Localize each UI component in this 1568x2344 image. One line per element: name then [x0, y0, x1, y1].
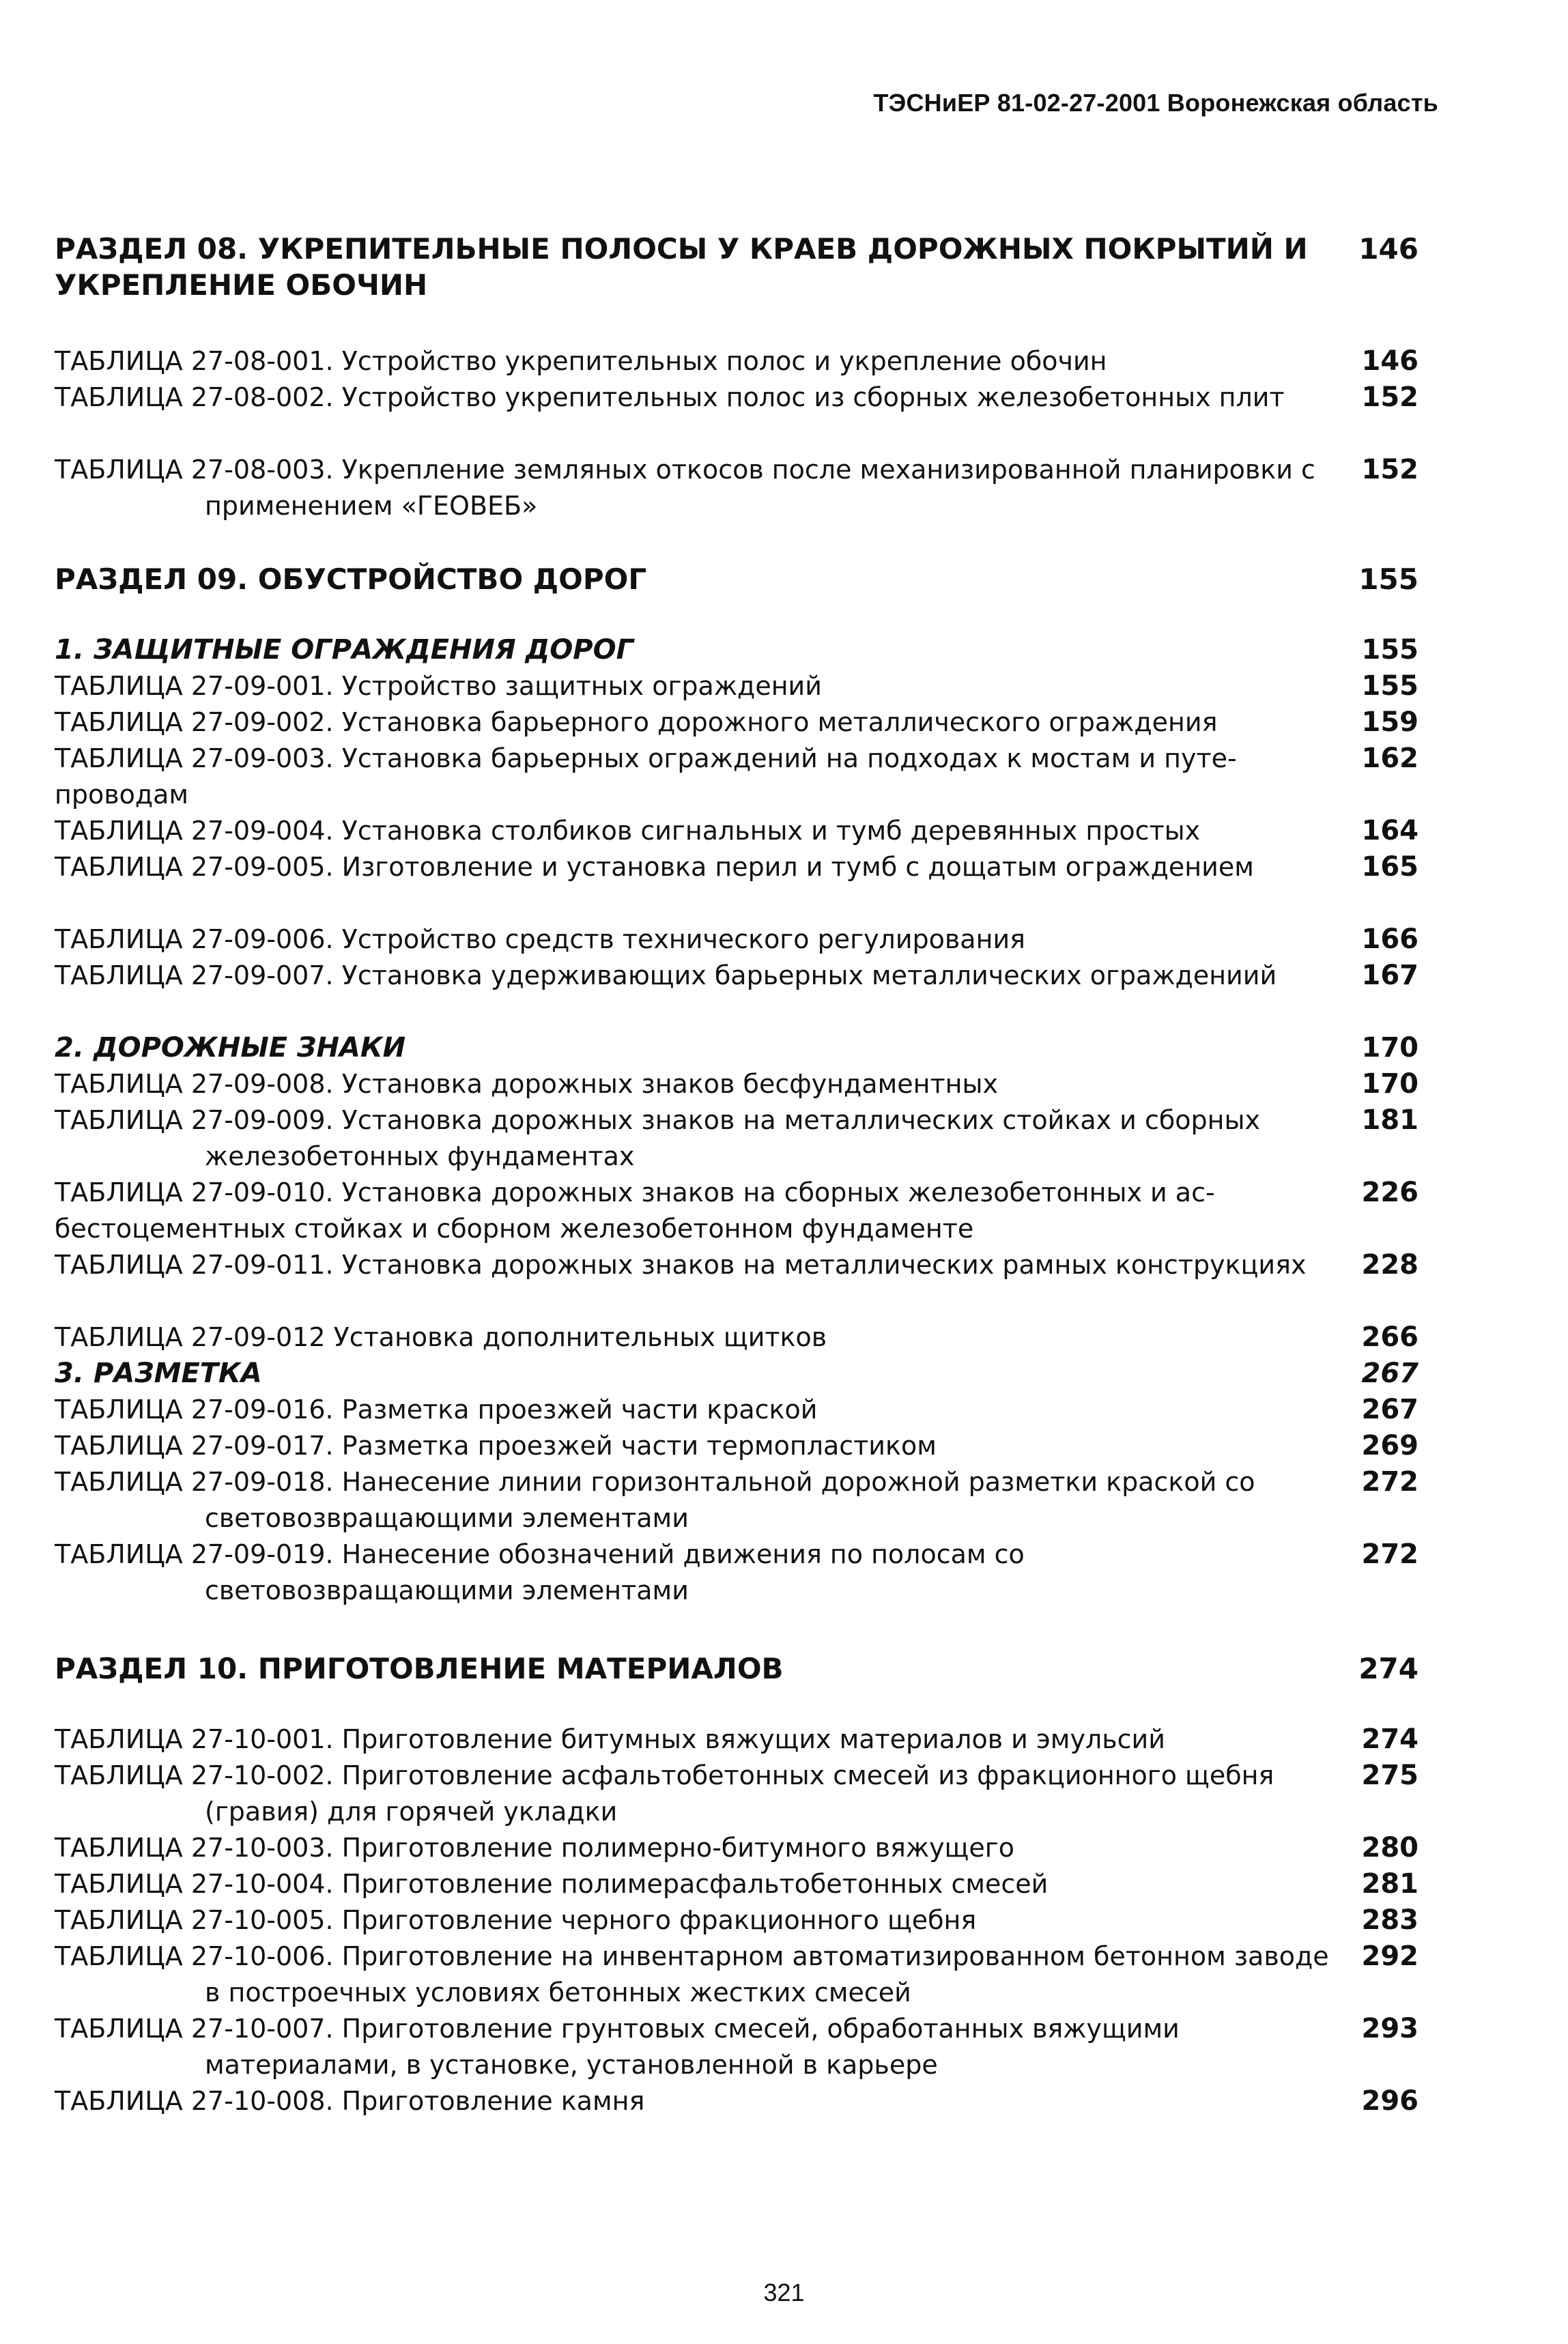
- entry-text: ТАБЛИЦА 27-10-007. Приготовление грунтовых смесей, обработанных вяжущими материалами, в установке, установленной в карьере: [55, 2014, 1180, 2080]
- entry-page: 281: [1361, 1868, 1419, 1900]
- toc-entry[interactable]: [55, 1537, 1419, 1609]
- running-header: ТЭСНиЕР 81-02-27-2001 Воронежская область: [873, 89, 1438, 117]
- toc-entry[interactable]: [55, 1247, 1419, 1283]
- subsection-page: 267: [1361, 1358, 1419, 1389]
- toc-entry[interactable]: [55, 1758, 1419, 1830]
- entry-page: 170: [1361, 1068, 1419, 1100]
- toc-entry[interactable]: [55, 668, 1419, 704]
- toc-entry[interactable]: [55, 958, 1419, 994]
- subsection-title: 1. ЗАЩИТНЫЕ ОГРАЖДЕНИЯ ДОРОГ: [55, 634, 634, 666]
- section-title: РАЗДЕЛ 09. ОБУСТРОЙСТВО ДОРОГ: [55, 562, 647, 596]
- section-heading-10[interactable]: [55, 1650, 1419, 1687]
- toc-entry[interactable]: [55, 813, 1419, 849]
- toc-entry[interactable]: [55, 741, 1419, 813]
- entry-text: ТАБЛИЦА 27-09-016. Разметка проезжей части краской: [55, 1395, 818, 1425]
- toc-entry[interactable]: [55, 1066, 1419, 1102]
- section-title: РАЗДЕЛ 10. ПРИГОТОВЛЕНИЕ МАТЕРИАЛОВ: [55, 1652, 784, 1685]
- toc-entry[interactable]: [55, 1866, 1419, 1902]
- entry-text: ТАБЛИЦА 27-08-001. Устройство укрепительных полос и укрепление обочин: [55, 346, 1107, 376]
- entry-page: 266: [1361, 1321, 1419, 1353]
- entry-text: ТАБЛИЦА 27-08-003. Укрепление земляных откосов после механизированной планировки с применением «ГЕОВЕБ»: [55, 455, 1315, 521]
- page-number: 321: [763, 2278, 805, 2306]
- entry-text: ТАБЛИЦА 27-10-006. Приготовление на инвентарном автоматизированном бетонном заводе в построечных условиях бетонных жестких смесей: [55, 1941, 1329, 2007]
- entry-text: ТАБЛИЦА 27-09-008. Установка дорожных знаков бесфундаментных: [55, 1069, 998, 1099]
- entry-text: ТАБЛИЦА 27-09-012 Установка дополнительных щитков: [55, 1322, 827, 1352]
- section-page: 274: [1358, 1652, 1419, 1685]
- entry-page: 165: [1361, 851, 1419, 883]
- entry-text: ТАБЛИЦА 27-09-002. Установка барьерного дорожного металлического ограждения: [55, 707, 1218, 737]
- entry-text: ТАБЛИЦА 27-10-004. Приготовление полимерасфальтобетонных смесей: [55, 1869, 1049, 1899]
- entry-page: 280: [1361, 1832, 1419, 1863]
- entry-text: ТАБЛИЦА 27-10-003. Приготовление полимерно-битумного вяжущего: [55, 1833, 1014, 1863]
- entry-text: ТАБЛИЦА 27-09-006. Устройство средств технического регулирования: [55, 924, 1025, 954]
- toc-entry[interactable]: [55, 1319, 1419, 1356]
- entry-text: ТАБЛИЦА 27-09-019. Нанесение обозначений движения по полосам со световозвращающими элементами: [55, 1539, 1025, 1605]
- entry-text: ТАБЛИЦА 27-10-001. Приготовление битумных вяжущих материалов и эмульсий: [55, 1724, 1165, 1754]
- entry-text: ТАБЛИЦА 27-08-002. Устройство укрепительных полос из сборных железобетонных плит: [55, 382, 1285, 412]
- section-page: 146: [1358, 232, 1419, 266]
- entry-page: 162: [1361, 743, 1419, 774]
- toc-entry[interactable]: [55, 1102, 1419, 1175]
- entry-page: 293: [1361, 2013, 1419, 2044]
- toc-entry[interactable]: [55, 1902, 1419, 1939]
- subsection-title: 3. РАЗМЕТКА: [55, 1358, 262, 1389]
- toc-entry[interactable]: [55, 849, 1419, 885]
- subsection-heading[interactable]: [55, 632, 1419, 668]
- toc-entry[interactable]: [55, 380, 1419, 416]
- entry-page: 292: [1361, 1941, 1419, 1972]
- subsection-page: 155: [1361, 634, 1419, 666]
- toc-entry[interactable]: [55, 452, 1419, 524]
- subsection-heading[interactable]: [55, 1030, 1419, 1066]
- toc-entry[interactable]: [55, 2011, 1419, 2083]
- entry-page: 283: [1361, 1904, 1419, 1936]
- toc-entry[interactable]: [55, 1428, 1419, 1464]
- entry-page: 152: [1361, 382, 1419, 413]
- toc-entry[interactable]: [55, 704, 1419, 741]
- entry-page: 181: [1361, 1104, 1419, 1136]
- entry-text: ТАБЛИЦА 27-10-002. Приготовление асфальтобетонных смесей из фракционного щебня (гравия) для горячей укладки: [55, 1760, 1274, 1827]
- toc-entry[interactable]: [55, 1830, 1419, 1866]
- entry-text: ТАБЛИЦА 27-09-018. Нанесение линии горизонтальной дорожной разметки краской со световозвращающими элементами: [55, 1467, 1255, 1533]
- section-heading-08[interactable]: [55, 231, 1419, 303]
- entry-text: ТАБЛИЦА 27-09-007. Установка удерживающих барьерных металлических ограждениий: [55, 960, 1277, 990]
- entry-page: 164: [1361, 815, 1419, 846]
- toc-entry[interactable]: [55, 2083, 1419, 2119]
- subsection-heading[interactable]: [55, 1356, 1419, 1392]
- entry-page: 272: [1361, 1466, 1419, 1498]
- entry-text: ТАБЛИЦА 27-09-009. Установка дорожных знаков на металлических стойках и сборных железобетонных фундаментах: [55, 1105, 1260, 1171]
- entry-text: ТАБЛИЦА 27-09-017. Разметка проезжей части термопластиком: [55, 1431, 937, 1461]
- section-page: 155: [1358, 562, 1419, 596]
- toc-entry[interactable]: [55, 1392, 1419, 1428]
- entry-page: 155: [1361, 670, 1419, 702]
- toc-entry[interactable]: [55, 1939, 1419, 2011]
- entry-page: 226: [1361, 1177, 1419, 1208]
- entry-page: 267: [1361, 1394, 1419, 1425]
- entry-page: 275: [1361, 1760, 1419, 1791]
- entry-page: 274: [1361, 1724, 1419, 1755]
- entry-page: 272: [1361, 1539, 1419, 1570]
- entry-text: ТАБЛИЦА 27-09-005. Изготовление и установка перил и тумб с дощатым ограждением: [55, 852, 1254, 882]
- entry-text: ТАБЛИЦА 27-09-011. Установка дорожных знаков на металлических рамных конструкциях: [55, 1250, 1307, 1280]
- entry-text: ТАБЛИЦА 27-09-004. Установка столбиков сигнальных и тумб деревянных простых: [55, 816, 1201, 846]
- entry-page: 296: [1361, 2085, 1419, 2117]
- toc-entry[interactable]: [55, 343, 1419, 380]
- entry-page: 152: [1361, 454, 1419, 485]
- toc-entry[interactable]: [55, 921, 1419, 958]
- entry-page: 146: [1361, 345, 1419, 377]
- entry-page: 166: [1361, 924, 1419, 955]
- entry-text: ТАБЛИЦА 27-09-001. Устройство защитных ограждений: [55, 671, 822, 701]
- entry-page: 159: [1361, 706, 1419, 738]
- entry-text: ТАБЛИЦА 27-10-008. Приготовление камня: [55, 2086, 645, 2116]
- toc-entry[interactable]: [55, 1175, 1419, 1247]
- entry-text: ТАБЛИЦА 27-10-005. Приготовление черного фракционного щебня: [55, 1905, 977, 1935]
- section-heading-09[interactable]: [55, 561, 1419, 597]
- toc-entry[interactable]: [55, 1464, 1419, 1537]
- subsection-page: 170: [1361, 1032, 1419, 1063]
- entry-page: 269: [1361, 1430, 1419, 1461]
- entry-text: ТАБЛИЦА 27-09-010. Установка дорожных знаков на сборных железобетонных и ас-бестоцементных стойках и сборном железобетонном фундаменте: [55, 1177, 1215, 1244]
- entry-text: ТАБЛИЦА 27-09-003. Установка барьерных ограждений на подходах к мостам и путе-проводам: [55, 743, 1237, 810]
- section-title: РАЗДЕЛ 08. УКРЕПИТЕЛЬНЫЕ ПОЛОСЫ У КРАЕВ ДОРОЖНЫХ ПОКРЫТИЙ И УКРЕПЛЕНИЕ ОБОЧИН: [55, 232, 1308, 302]
- toc-entry[interactable]: [55, 1721, 1419, 1758]
- entry-page: 167: [1361, 960, 1419, 991]
- subsection-title: 2. ДОРОЖНЫЕ ЗНАКИ: [55, 1032, 406, 1063]
- entry-page: 228: [1361, 1249, 1419, 1281]
